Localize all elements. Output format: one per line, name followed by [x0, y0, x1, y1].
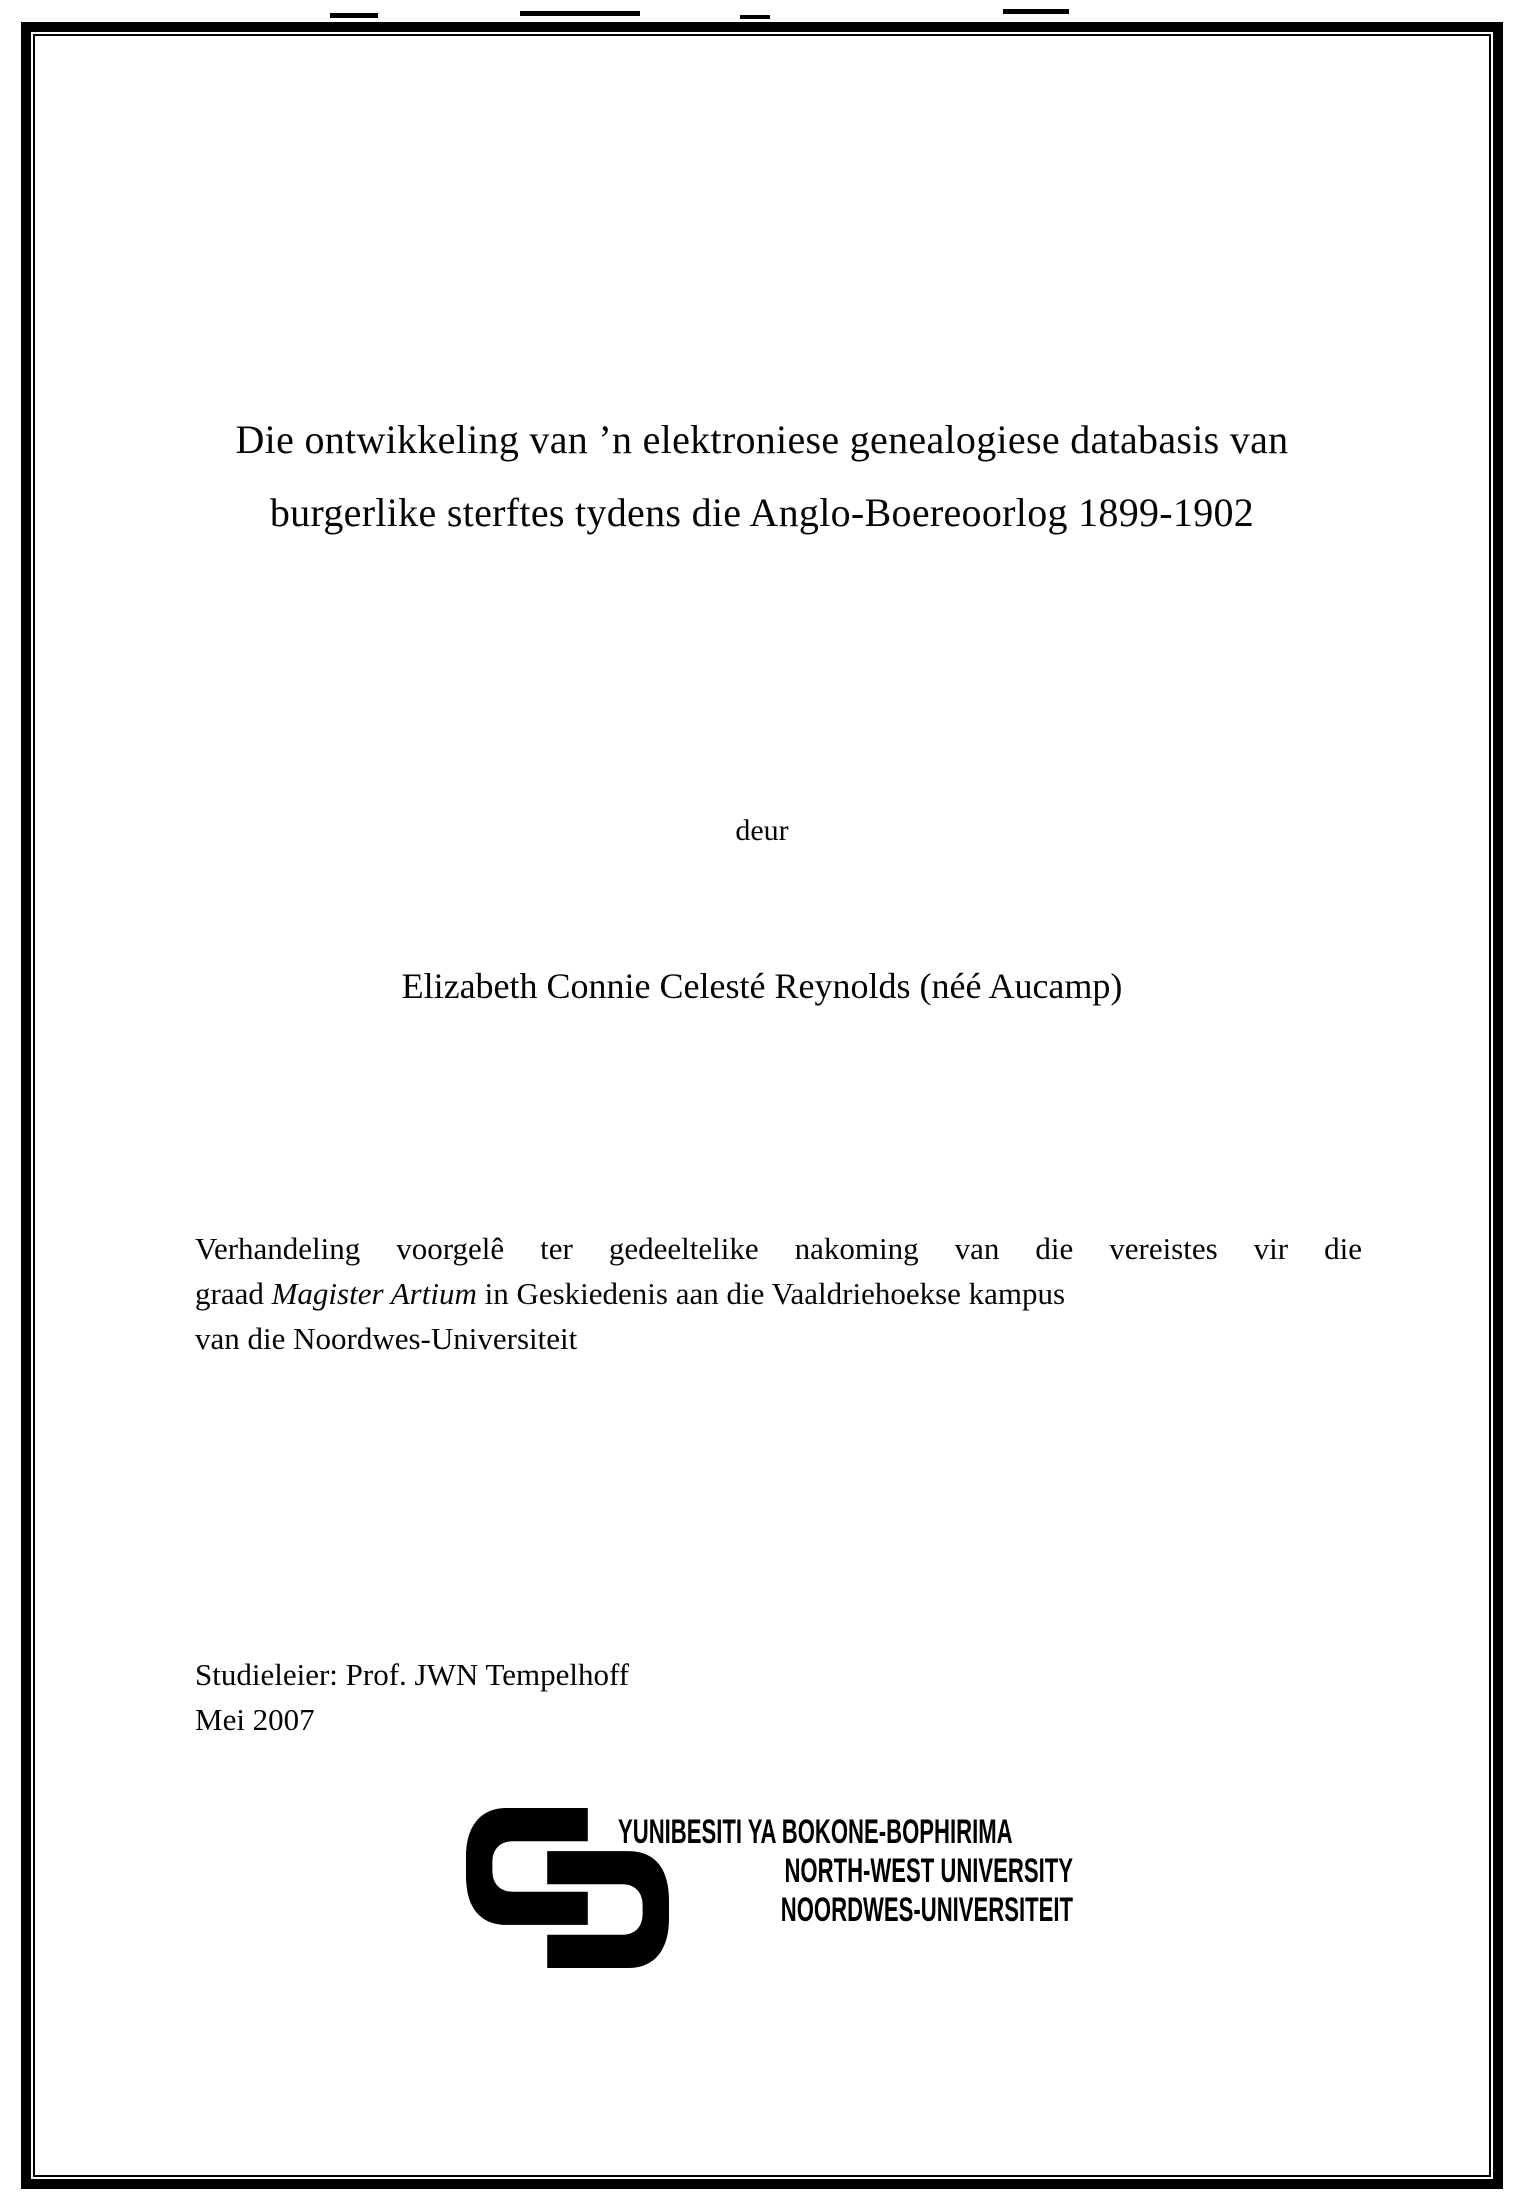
thesis-title: [37, 403, 1487, 549]
date-line: Mei 2007: [195, 1702, 315, 1737]
scan-artifact: [520, 11, 640, 16]
submission-line2-pre: graad: [195, 1276, 272, 1311]
scan-artifact: [330, 13, 378, 18]
scan-artifact: [740, 15, 770, 19]
logo-line-afrikaans: NOORDWES-UNIVERSITEIT: [780, 1891, 1073, 1929]
submission-line1: Verhandeling voorgelê ter gedeeltelike nakoming van die vereistes vir die: [195, 1231, 1362, 1266]
thesis-title-line1: Die ontwikkeling van ’n elektroniese genealogiese databasis van: [235, 417, 1289, 462]
submission-line2-post: in Geskiedenis aan die Vaaldriehoekse kampus: [476, 1276, 1066, 1311]
submission-line2: [195, 1271, 1362, 1316]
submission-degree-italic: Magister Artium: [271, 1276, 477, 1311]
supervisor-line: Studieleier: Prof. JWN Tempelhoff: [195, 1657, 630, 1692]
university-logo-text: [618, 1813, 1073, 1930]
logo-line-setswana: YUNIBESITI YA BOKONE-BOPHIRIMA: [618, 1813, 1013, 1851]
logo-line-english: NORTH-WEST UNIVERSITY: [784, 1852, 1073, 1890]
byline-label: deur: [735, 814, 789, 847]
submission-statement: [195, 1226, 1362, 1361]
scan-artifact: [1003, 9, 1069, 14]
author-name: Elizabeth Connie Celesté Reynolds (néé Aucamp): [401, 966, 1123, 1006]
supervisor-block: [195, 1652, 629, 1742]
submission-line3: van die Noordwes-Universiteit: [195, 1321, 578, 1356]
thesis-title-line2: burgerlike sterftes tydens die Anglo-Boereoorlog 1899-1902: [269, 490, 1255, 535]
